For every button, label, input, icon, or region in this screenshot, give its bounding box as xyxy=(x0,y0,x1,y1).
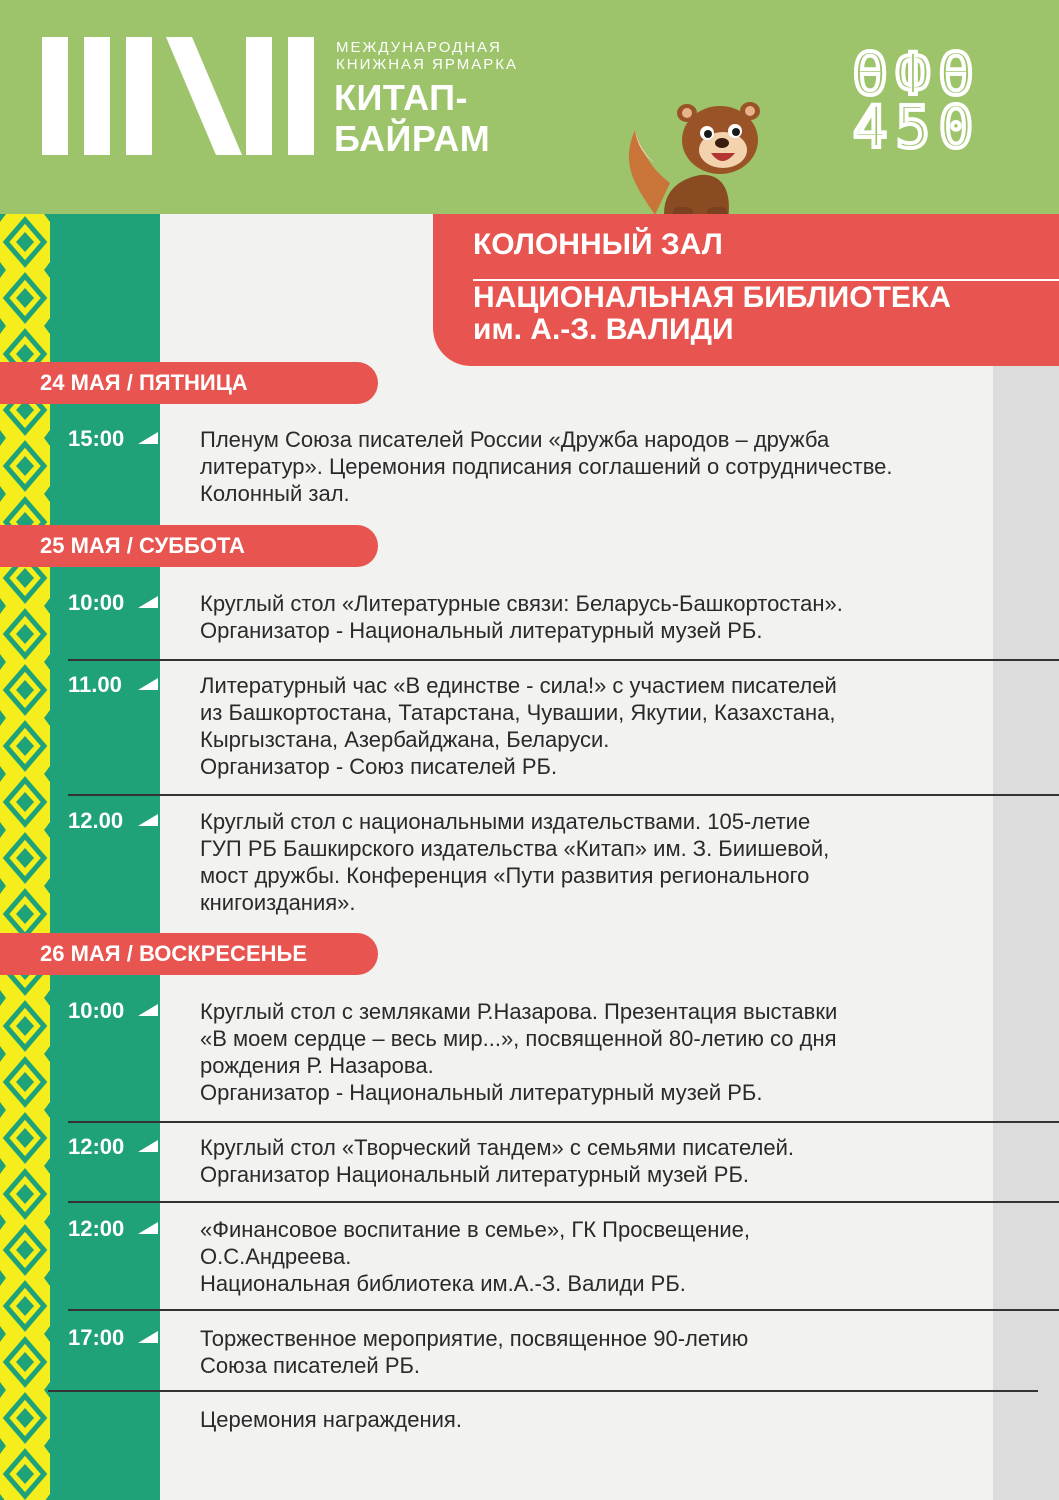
city-logo-line-2: 450 xyxy=(852,93,982,161)
event-time: 10:00 xyxy=(68,998,125,1023)
event-time: 15:00 xyxy=(68,426,125,451)
event-line: Союза писателей РБ. xyxy=(200,1353,421,1378)
header xyxy=(0,0,1059,214)
event-line: мост дружбы. Конференция «Пути развития регионального xyxy=(200,863,810,888)
event-line: Национальная библиотека им.А.-З. Валиди РБ. xyxy=(200,1271,686,1296)
time-pointer-icon xyxy=(138,1331,158,1343)
event-description xyxy=(200,1216,750,1297)
event-time: 11.00 xyxy=(68,672,122,697)
day-header: 26 МАЯ / ВОСКРЕСЕНЬЕ xyxy=(0,933,378,975)
event-line: Организатор Национальный литературный музей РБ. xyxy=(200,1162,750,1187)
event-time: 12:00 xyxy=(68,1216,125,1241)
fair-logo-bars xyxy=(42,37,314,155)
event-description xyxy=(200,590,843,644)
event-line: Организатор - Союз писателей РБ. xyxy=(200,754,558,779)
time-pointer-icon xyxy=(138,596,158,608)
event-time: 12.00 xyxy=(68,808,124,833)
event-line: Пленум Союза писателей России «Дружба народов – дружба xyxy=(200,427,830,452)
event-description xyxy=(200,808,829,916)
event-time: 17:00 xyxy=(68,1325,125,1350)
event-divider xyxy=(68,1201,1059,1203)
event-description xyxy=(200,672,837,780)
time-pointer-icon xyxy=(138,678,158,690)
day-header: 25 МАЯ / СУББОТА xyxy=(0,525,378,567)
event-line: О.С.Андреева. xyxy=(200,1244,352,1269)
city-logo-line-1: ӨФӨ xyxy=(852,40,982,108)
gray-side-stripe xyxy=(993,366,1059,1500)
event-line: книгоиздания». xyxy=(200,890,356,915)
event-line: Круглый стол с земляками Р.Назарова. Презентация выставки xyxy=(200,999,838,1024)
event-line: «Финансовое воспитание в семье», ГК Просвещение, xyxy=(200,1217,751,1242)
event-divider xyxy=(68,659,1059,661)
day-header: 24 МАЯ / ПЯТНИЦА xyxy=(0,362,378,404)
event-line: Организатор - Национальный литературный музей РБ. xyxy=(200,618,763,643)
event-line: Круглый стол «Творческий тандем» с семьями писателей. xyxy=(200,1135,794,1160)
venue-subtitle-line-1: НАЦИОНАЛЬНАЯ БИБЛИОТЕКА xyxy=(473,281,951,314)
event-line: Торжественное мероприятие, посвященное 90-летию xyxy=(200,1326,749,1351)
event-line: из Башкортостана, Татарстана, Чувашии, Якутии, Казахстана, xyxy=(200,700,836,725)
event-description xyxy=(200,426,893,507)
event-line: Круглый стол с национальными издательствами. 105-летие xyxy=(200,809,811,834)
event-divider xyxy=(68,1121,1059,1123)
time-pointer-icon xyxy=(138,1222,158,1234)
event-line: Колонный зал. xyxy=(200,481,350,506)
bashkir-ornament-border xyxy=(0,214,50,1500)
event-line: Кыргызстана, Азербайджана, Беларуси. xyxy=(200,727,610,752)
time-pointer-icon xyxy=(138,432,158,444)
fair-subtitle-line-1: МЕЖДУНАРОДНАЯ xyxy=(336,39,502,56)
time-pointer-icon xyxy=(138,1004,158,1016)
event-line: Литературный час «В единстве - сила!» с участием писателей xyxy=(200,673,837,698)
time-pointer-icon xyxy=(138,814,158,826)
event-description xyxy=(200,1406,462,1433)
event-line: Организатор - Национальный литературный музей РБ. xyxy=(200,1080,763,1105)
event-line: рождения Р. Назарова. xyxy=(200,1053,434,1078)
event-description xyxy=(200,1325,748,1379)
event-time: 10:00 xyxy=(68,590,125,615)
fair-subtitle-line-2: КНИЖНАЯ ЯРМАРКА xyxy=(336,56,518,73)
green-side-stripe xyxy=(50,214,160,1500)
event-line: «В моем сердце – весь мир...», посвященной 80-летию со дня xyxy=(200,1026,837,1051)
fair-name-line-1: КИТАП- xyxy=(334,77,468,118)
marten-mascot-icon xyxy=(615,95,765,225)
event-line: Церемония награждения. xyxy=(200,1407,462,1432)
venue-banner xyxy=(433,214,1059,366)
venue-subtitle-line-2: им. А.-З. ВАЛИДИ xyxy=(473,313,734,346)
event-line: ГУП РБ Башкирского издательства «Китап» им. З. Биишевой, xyxy=(200,836,830,861)
time-pointer-icon xyxy=(138,1140,158,1152)
event-line: Круглый стол «Литературные связи: Беларусь-Башкортостан». xyxy=(200,591,843,616)
event-description xyxy=(200,1134,794,1188)
event-time: 12:00 xyxy=(68,1134,125,1159)
event-divider xyxy=(68,794,1059,796)
fair-name-line-2: БАЙРАМ xyxy=(334,118,491,159)
event-divider xyxy=(48,1390,1038,1392)
event-description xyxy=(200,998,837,1106)
venue-subtitle xyxy=(473,282,951,346)
event-line: литератур». Церемония подписания соглашений о сотрудничестве. xyxy=(200,454,893,479)
venue-title: КОЛОННЫЙ ЗАЛ xyxy=(473,228,723,261)
event-divider xyxy=(68,1309,1059,1311)
